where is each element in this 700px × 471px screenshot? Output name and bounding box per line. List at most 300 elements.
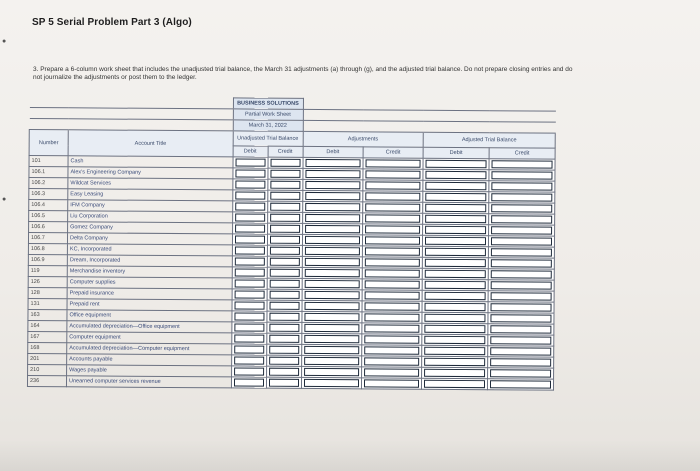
adjustment-debit-cell [302, 278, 363, 289]
adjustment-credit-input[interactable] [365, 192, 420, 200]
adjustment-credit-cell [363, 191, 423, 202]
unadjusted-credit-cell [267, 245, 302, 256]
adjustment-debit-cell [301, 366, 362, 377]
unadjusted-debit-cell [231, 311, 266, 322]
adjusted-debit-cell [421, 378, 487, 389]
adjustment-debit-cell [302, 289, 363, 300]
account-number: 201 [28, 353, 67, 364]
adjustment-debit-input[interactable] [304, 335, 360, 343]
adjusted-credit-cell [488, 302, 554, 313]
unadjusted-credit-input[interactable] [270, 225, 300, 233]
adjustment-credit-cell [362, 367, 422, 378]
adjustment-credit-cell [362, 312, 422, 323]
adjustment-debit-input[interactable] [304, 236, 360, 244]
unadjusted-credit-input[interactable] [270, 159, 300, 167]
adjusted-debit-input[interactable] [424, 380, 485, 388]
adjustment-credit-cell [363, 180, 423, 191]
adjustment-debit-cell [301, 344, 362, 355]
unadjusted-debit-input[interactable] [234, 290, 264, 298]
adjustment-debit-input[interactable] [304, 258, 360, 266]
adjustment-debit-input[interactable] [303, 379, 359, 387]
unadjusted-debit-input[interactable] [234, 235, 264, 243]
unadjusted-debit-cell [232, 179, 267, 190]
adjustment-debit-input[interactable] [305, 192, 361, 200]
unadjusted-credit-cell [266, 333, 301, 344]
adjustment-credit-input[interactable] [365, 214, 420, 222]
adjusted-debit-input[interactable] [425, 270, 486, 278]
adjusted-debit-input[interactable] [425, 303, 486, 311]
adjustment-credit-cell [362, 301, 422, 312]
account-number: 236 [27, 375, 66, 386]
adjustment-credit-input[interactable] [365, 258, 420, 266]
adjustment-debit-cell [303, 157, 364, 168]
adjusted-credit-cell [488, 291, 554, 302]
adjusted-debit-input[interactable] [425, 248, 486, 256]
worksheet-table [27, 96, 556, 391]
adjustment-debit-input[interactable] [304, 346, 360, 354]
adjusted-debit-input[interactable] [425, 292, 486, 300]
adjustment-debit-input[interactable] [304, 368, 360, 376]
unadjusted-credit-input[interactable] [270, 181, 300, 189]
adjustment-debit-input[interactable] [304, 357, 360, 365]
adjustment-credit-input[interactable] [364, 379, 419, 387]
account-number: 106.3 [29, 189, 68, 200]
account-title: Cash [68, 156, 233, 168]
adjusted-header: Adjusted Trial Balance [423, 132, 555, 148]
unadjusted-debit-cell [231, 366, 266, 377]
unadjusted-credit-input[interactable] [269, 302, 299, 310]
unadjusted-credit-input[interactable] [269, 346, 299, 354]
adjusted-debit-header: Debit [423, 147, 489, 158]
adjusted-debit-input[interactable] [425, 226, 486, 234]
adjustment-credit-input[interactable] [365, 225, 420, 233]
adjusted-credit-cell [489, 225, 555, 236]
adjusted-debit-cell [422, 345, 488, 356]
adjustment-debit-cell [301, 333, 362, 344]
account-number: 106.8 [28, 243, 67, 254]
account-title: Dream, Incorporated [67, 255, 232, 267]
unadj-credit-header: Credit [268, 146, 303, 157]
adjustment-credit-input[interactable] [366, 159, 421, 167]
adjustment-credit-cell [362, 268, 422, 279]
unadjusted-credit-cell [267, 190, 302, 201]
adjusted-debit-cell [422, 257, 488, 268]
unadjusted-debit-cell [233, 157, 268, 168]
unadjusted-credit-cell [266, 366, 301, 377]
adjustment-debit-input[interactable] [305, 181, 361, 189]
adjusted-credit-input[interactable] [491, 259, 552, 267]
unadjusted-debit-cell [232, 190, 267, 201]
adjustment-credit-input[interactable] [364, 313, 419, 321]
adjusted-debit-input[interactable] [424, 358, 485, 366]
unadjusted-debit-cell [232, 245, 267, 256]
adjusted-credit-cell [488, 335, 554, 346]
unadjusted-credit-input[interactable] [270, 170, 300, 178]
account-title: Merchandise inventory [67, 266, 232, 278]
worksheet-subtitle: Partial Work Sheet [233, 109, 303, 120]
adjustment-debit-input[interactable] [304, 280, 360, 288]
adjusted-credit-input[interactable] [491, 193, 552, 201]
adjustment-debit-input[interactable] [305, 170, 361, 178]
unadjusted-credit-cell [267, 267, 302, 278]
unadj-debit-header: Debit [233, 146, 268, 157]
adjusted-credit-cell [488, 313, 554, 324]
unadjusted-credit-cell [267, 168, 302, 179]
adjusted-credit-input[interactable] [491, 171, 552, 179]
unadjusted-debit-input[interactable] [234, 257, 264, 265]
adjusted-debit-cell [423, 169, 489, 180]
adjusted-debit-cell [422, 356, 488, 367]
adjustment-debit-input[interactable] [305, 214, 361, 222]
adjustment-credit-input[interactable] [365, 280, 420, 288]
unadjusted-credit-cell [266, 311, 301, 322]
adjustment-debit-cell [302, 245, 363, 256]
adjusted-credit-input[interactable] [490, 347, 551, 355]
adjusted-credit-input[interactable] [490, 336, 551, 344]
unadjusted-debit-input[interactable] [234, 334, 264, 342]
unadjusted-credit-cell [267, 212, 302, 223]
adjusted-debit-input[interactable] [424, 369, 485, 377]
unadjusted-credit-cell [266, 377, 301, 388]
account-title: KC, Incorporated [67, 244, 232, 256]
account-number: 106.7 [28, 233, 67, 244]
adjusted-credit-input[interactable] [490, 325, 551, 333]
adjustment-credit-input[interactable] [365, 203, 420, 211]
unadjusted-credit-input[interactable] [269, 247, 299, 255]
adjusted-debit-cell [422, 301, 488, 312]
adjustment-credit-cell [362, 257, 422, 268]
adj-credit-header: Credit [363, 147, 423, 158]
unadjusted-credit-cell [267, 256, 302, 267]
adjusted-debit-cell [422, 235, 488, 246]
adjusted-debit-input[interactable] [424, 347, 485, 355]
adjusted-debit-input[interactable] [425, 182, 486, 190]
instructions: 3. Prepare a 6-column work sheet that includes the unadjusted trial balance, the March 31 adjustments (a) through (g), and the adjusted trial balance. Do not prepare closing entries and do not journalize the adjustments or post them to the ledger. [33, 66, 573, 81]
account-number: 131 [28, 298, 67, 309]
adjusted-credit-input[interactable] [491, 182, 552, 190]
adjusted-debit-input[interactable] [425, 171, 486, 179]
adjustment-credit-cell [362, 290, 422, 301]
adjusted-credit-input[interactable] [491, 237, 552, 245]
unadjusted-debit-input[interactable] [235, 224, 265, 232]
adjustment-credit-cell [362, 323, 422, 334]
adjusted-debit-cell [423, 191, 489, 202]
adjusted-debit-cell [422, 246, 488, 257]
account-title: Easy Leasing [68, 189, 233, 201]
adjusted-credit-cell [488, 247, 554, 258]
adjustment-debit-input[interactable] [304, 247, 360, 255]
adjustment-credit-input[interactable] [364, 357, 419, 365]
page-title: SP 5 Serial Problem Part 3 (Algo) [32, 17, 192, 28]
unadjusted-credit-cell [267, 278, 302, 289]
adjustment-credit-cell [363, 213, 423, 224]
adjusted-credit-input[interactable] [490, 314, 551, 322]
account-number: 106.1 [29, 167, 68, 178]
unadjusted-credit-input[interactable] [269, 236, 299, 244]
unadjusted-credit-input[interactable] [269, 291, 299, 299]
adjusted-debit-cell [422, 279, 488, 290]
adjustment-debit-cell [302, 300, 363, 311]
unadjusted-debit-cell [232, 267, 267, 278]
account-number: 106.2 [29, 178, 68, 189]
account-title: Liu Corporation [68, 211, 233, 223]
adjusted-debit-input[interactable] [424, 325, 485, 333]
adjustment-credit-input[interactable] [365, 247, 420, 255]
unadjusted-debit-cell [231, 355, 266, 366]
adjusted-credit-input[interactable] [491, 281, 552, 289]
unadjusted-debit-input[interactable] [235, 180, 265, 188]
adjusted-credit-cell [488, 346, 554, 357]
adjustment-debit-cell [301, 355, 362, 366]
adjusted-credit-cell [488, 357, 554, 368]
worksheet-date: March 31, 2022 [233, 120, 303, 131]
unadjusted-credit-cell [266, 344, 301, 355]
account-title: Gomez Company [68, 222, 233, 234]
adjusted-debit-input[interactable] [424, 314, 485, 322]
adjusted-debit-cell [422, 334, 488, 345]
adjusted-credit-input[interactable] [491, 292, 552, 300]
adjustment-credit-cell [362, 279, 422, 290]
unadjusted-credit-cell [267, 223, 302, 234]
adjustment-credit-input[interactable] [365, 291, 420, 299]
unadjusted-credit-input[interactable] [269, 313, 299, 321]
adjustment-debit-cell [302, 256, 363, 267]
account-title: Computer supplies [67, 277, 232, 289]
unadjusted-debit-input[interactable] [234, 367, 264, 375]
account-title: Prepaid insurance [67, 288, 232, 300]
account-title: Wildcat Services [68, 178, 233, 190]
account-number: 167 [28, 331, 67, 342]
unadjusted-credit-input[interactable] [269, 258, 299, 266]
account-title: Computer equipment [67, 332, 232, 344]
unadjusted-credit-cell [267, 234, 302, 245]
adjusted-debit-input[interactable] [425, 215, 486, 223]
adjustment-credit-input[interactable] [365, 236, 420, 244]
adjustment-credit-cell [362, 246, 422, 257]
unadjusted-debit-cell [232, 300, 267, 311]
account-number: 164 [28, 320, 67, 331]
adjustment-debit-input[interactable] [304, 313, 360, 321]
unadjusted-credit-cell [266, 322, 301, 333]
adjusted-credit-input[interactable] [491, 248, 552, 256]
adjustments-header: Adjustments [303, 131, 424, 147]
adjusted-credit-input[interactable] [491, 226, 552, 234]
adjusted-debit-cell [423, 158, 489, 169]
unadjusted-credit-input[interactable] [268, 379, 298, 387]
account-title: Unearned computer services revenue [66, 376, 231, 388]
adjustment-credit-cell [362, 345, 422, 356]
unadjusted-debit-input[interactable] [234, 323, 264, 331]
adjusted-debit-cell [422, 312, 488, 323]
unadjusted-credit-input[interactable] [269, 368, 299, 376]
account-number: 119 [28, 265, 67, 276]
adjusted-credit-input[interactable] [491, 303, 552, 311]
unadjusted-debit-input[interactable] [234, 268, 264, 276]
account-title: Office equipment [67, 310, 232, 322]
account-title: Prepaid rent [67, 299, 232, 311]
adjusted-credit-cell [489, 192, 555, 203]
unadjusted-debit-input[interactable] [234, 345, 264, 353]
adjustment-credit-cell [363, 202, 423, 213]
adjusted-credit-input[interactable] [490, 358, 551, 366]
unadjusted-debit-cell [232, 289, 267, 300]
adjustment-credit-cell [363, 224, 423, 235]
unadjusted-credit-cell [266, 355, 301, 366]
unadjusted-debit-input[interactable] [234, 279, 264, 287]
adjusted-credit-header: Credit [489, 148, 555, 159]
unadjusted-debit-input[interactable] [234, 246, 264, 254]
unadjusted-debit-cell [232, 201, 267, 212]
adjusted-credit-cell [488, 258, 554, 269]
unadjusted-credit-input[interactable] [269, 335, 299, 343]
unadjusted-debit-input[interactable] [235, 202, 265, 210]
adjusted-debit-input[interactable] [425, 281, 486, 289]
unadjusted-debit-cell [232, 168, 267, 179]
account-number: 163 [28, 309, 67, 320]
adjusted-credit-input[interactable] [492, 160, 553, 168]
unadjusted-debit-cell [232, 278, 267, 289]
unadjusted-debit-input[interactable] [234, 356, 264, 364]
adjustment-debit-cell [302, 234, 363, 245]
adjusted-credit-input[interactable] [490, 369, 551, 377]
account-number: 106.4 [29, 200, 68, 211]
unadjusted-header: Unadjusted Trial Balance [233, 131, 303, 146]
adjusted-credit-cell [488, 280, 554, 291]
adjusted-credit-cell [488, 368, 554, 379]
adjustment-credit-input[interactable] [364, 335, 419, 343]
adjusted-credit-cell [487, 379, 553, 390]
photo-shadow [0, 440, 700, 471]
adjusted-debit-input[interactable] [425, 259, 486, 267]
unadjusted-debit-cell [231, 377, 266, 388]
unadjusted-debit-input[interactable] [235, 158, 265, 166]
unadjusted-credit-cell [267, 201, 302, 212]
adjusted-debit-cell [423, 180, 489, 191]
adjusted-debit-cell [422, 268, 488, 279]
adjusted-debit-input[interactable] [425, 193, 486, 201]
adjustment-credit-input[interactable] [365, 181, 420, 189]
adjusted-credit-input[interactable] [491, 270, 552, 278]
account-title: Accumulated depreciation—Office equipment [67, 321, 232, 333]
unadjusted-credit-input[interactable] [270, 192, 300, 200]
adjustment-debit-input[interactable] [305, 159, 361, 167]
adjustment-credit-input[interactable] [364, 346, 419, 354]
adjustment-debit-cell [302, 201, 363, 212]
unadjusted-debit-cell [231, 322, 266, 333]
adjustment-debit-input[interactable] [305, 225, 361, 233]
adjustment-debit-cell [301, 311, 362, 322]
adjusted-credit-input[interactable] [490, 380, 551, 388]
adjustment-credit-cell [363, 169, 423, 180]
adjusted-debit-cell [423, 213, 489, 224]
adjustment-debit-input[interactable] [304, 291, 360, 299]
adjustment-credit-input[interactable] [365, 170, 420, 178]
account-title-header: Account Title [68, 130, 233, 157]
account-number: 210 [28, 364, 67, 375]
unadjusted-credit-input[interactable] [270, 214, 300, 222]
worksheet-row [27, 375, 553, 390]
adjustment-debit-cell [302, 190, 363, 201]
adjustment-debit-cell [301, 377, 362, 388]
unadjusted-debit-input[interactable] [233, 378, 263, 386]
adjusted-debit-input[interactable] [424, 336, 485, 344]
unadjusted-credit-cell [268, 157, 303, 168]
unadjusted-debit-cell [232, 256, 267, 267]
adjusted-credit-cell [489, 181, 555, 192]
adjusted-debit-cell [422, 367, 488, 378]
account-number: 126 [28, 276, 67, 287]
unadjusted-credit-input[interactable] [270, 203, 300, 211]
adjustment-credit-input[interactable] [365, 269, 420, 277]
number-header: Number [29, 130, 68, 156]
account-title: IFM Company [68, 200, 233, 212]
unadjusted-debit-input[interactable] [234, 312, 264, 320]
unadjusted-debit-cell [232, 212, 267, 223]
adjustment-credit-input[interactable] [365, 302, 420, 310]
adjusted-credit-cell [489, 214, 555, 225]
adjustment-debit-cell [302, 179, 363, 190]
account-number: 101 [29, 156, 68, 167]
unadjusted-credit-input[interactable] [269, 357, 299, 365]
adjusted-credit-cell [488, 236, 554, 247]
account-number: 106.6 [29, 222, 68, 233]
unadjusted-credit-cell [267, 300, 302, 311]
unadjusted-debit-input[interactable] [235, 169, 265, 177]
account-number: 168 [28, 342, 67, 353]
adjustment-credit-cell [362, 356, 422, 367]
margin-marker: ● [2, 196, 7, 203]
account-number: 128 [28, 287, 67, 298]
adjusted-credit-cell [488, 269, 554, 280]
adjustment-debit-cell [302, 267, 363, 278]
adjustment-credit-input[interactable] [364, 368, 419, 376]
unadjusted-credit-input[interactable] [269, 280, 299, 288]
adjustment-debit-cell [302, 223, 363, 234]
adjustment-credit-cell [361, 378, 421, 389]
adj-debit-header: Debit [303, 146, 364, 157]
unadjusted-debit-input[interactable] [234, 301, 264, 309]
unadjusted-credit-input[interactable] [269, 324, 299, 332]
adjusted-credit-input[interactable] [491, 204, 552, 212]
adjusted-debit-input[interactable] [425, 204, 486, 212]
adjustment-credit-cell [362, 334, 422, 345]
adjustment-credit-input[interactable] [364, 324, 419, 332]
adjusted-credit-cell [489, 170, 555, 181]
adjusted-debit-input[interactable] [425, 237, 486, 245]
adjusted-debit-input[interactable] [426, 160, 487, 168]
adjusted-credit-cell [489, 159, 555, 170]
company-name: BUSINESS SOLUTIONS [233, 98, 303, 109]
account-number: 106.5 [29, 211, 68, 222]
adjustment-credit-cell [362, 235, 422, 246]
adjusted-debit-cell [422, 323, 488, 334]
adjustment-debit-input[interactable] [304, 324, 360, 332]
adjusted-credit-input[interactable] [491, 215, 552, 223]
adjustment-debit-cell [302, 212, 363, 223]
unadjusted-credit-input[interactable] [269, 269, 299, 277]
account-number: 106.9 [28, 254, 67, 265]
unadjusted-credit-cell [267, 289, 302, 300]
adjustment-debit-input[interactable] [304, 269, 360, 277]
account-title: Wages payable [67, 365, 232, 377]
margin-marker: ● [2, 38, 7, 45]
account-title: Accounts payable [67, 354, 232, 366]
unadjusted-debit-input[interactable] [235, 191, 265, 199]
unadjusted-debit-input[interactable] [235, 213, 265, 221]
adjustment-debit-input[interactable] [305, 203, 361, 211]
adjusted-debit-cell [423, 202, 489, 213]
adjustment-debit-input[interactable] [304, 302, 360, 310]
